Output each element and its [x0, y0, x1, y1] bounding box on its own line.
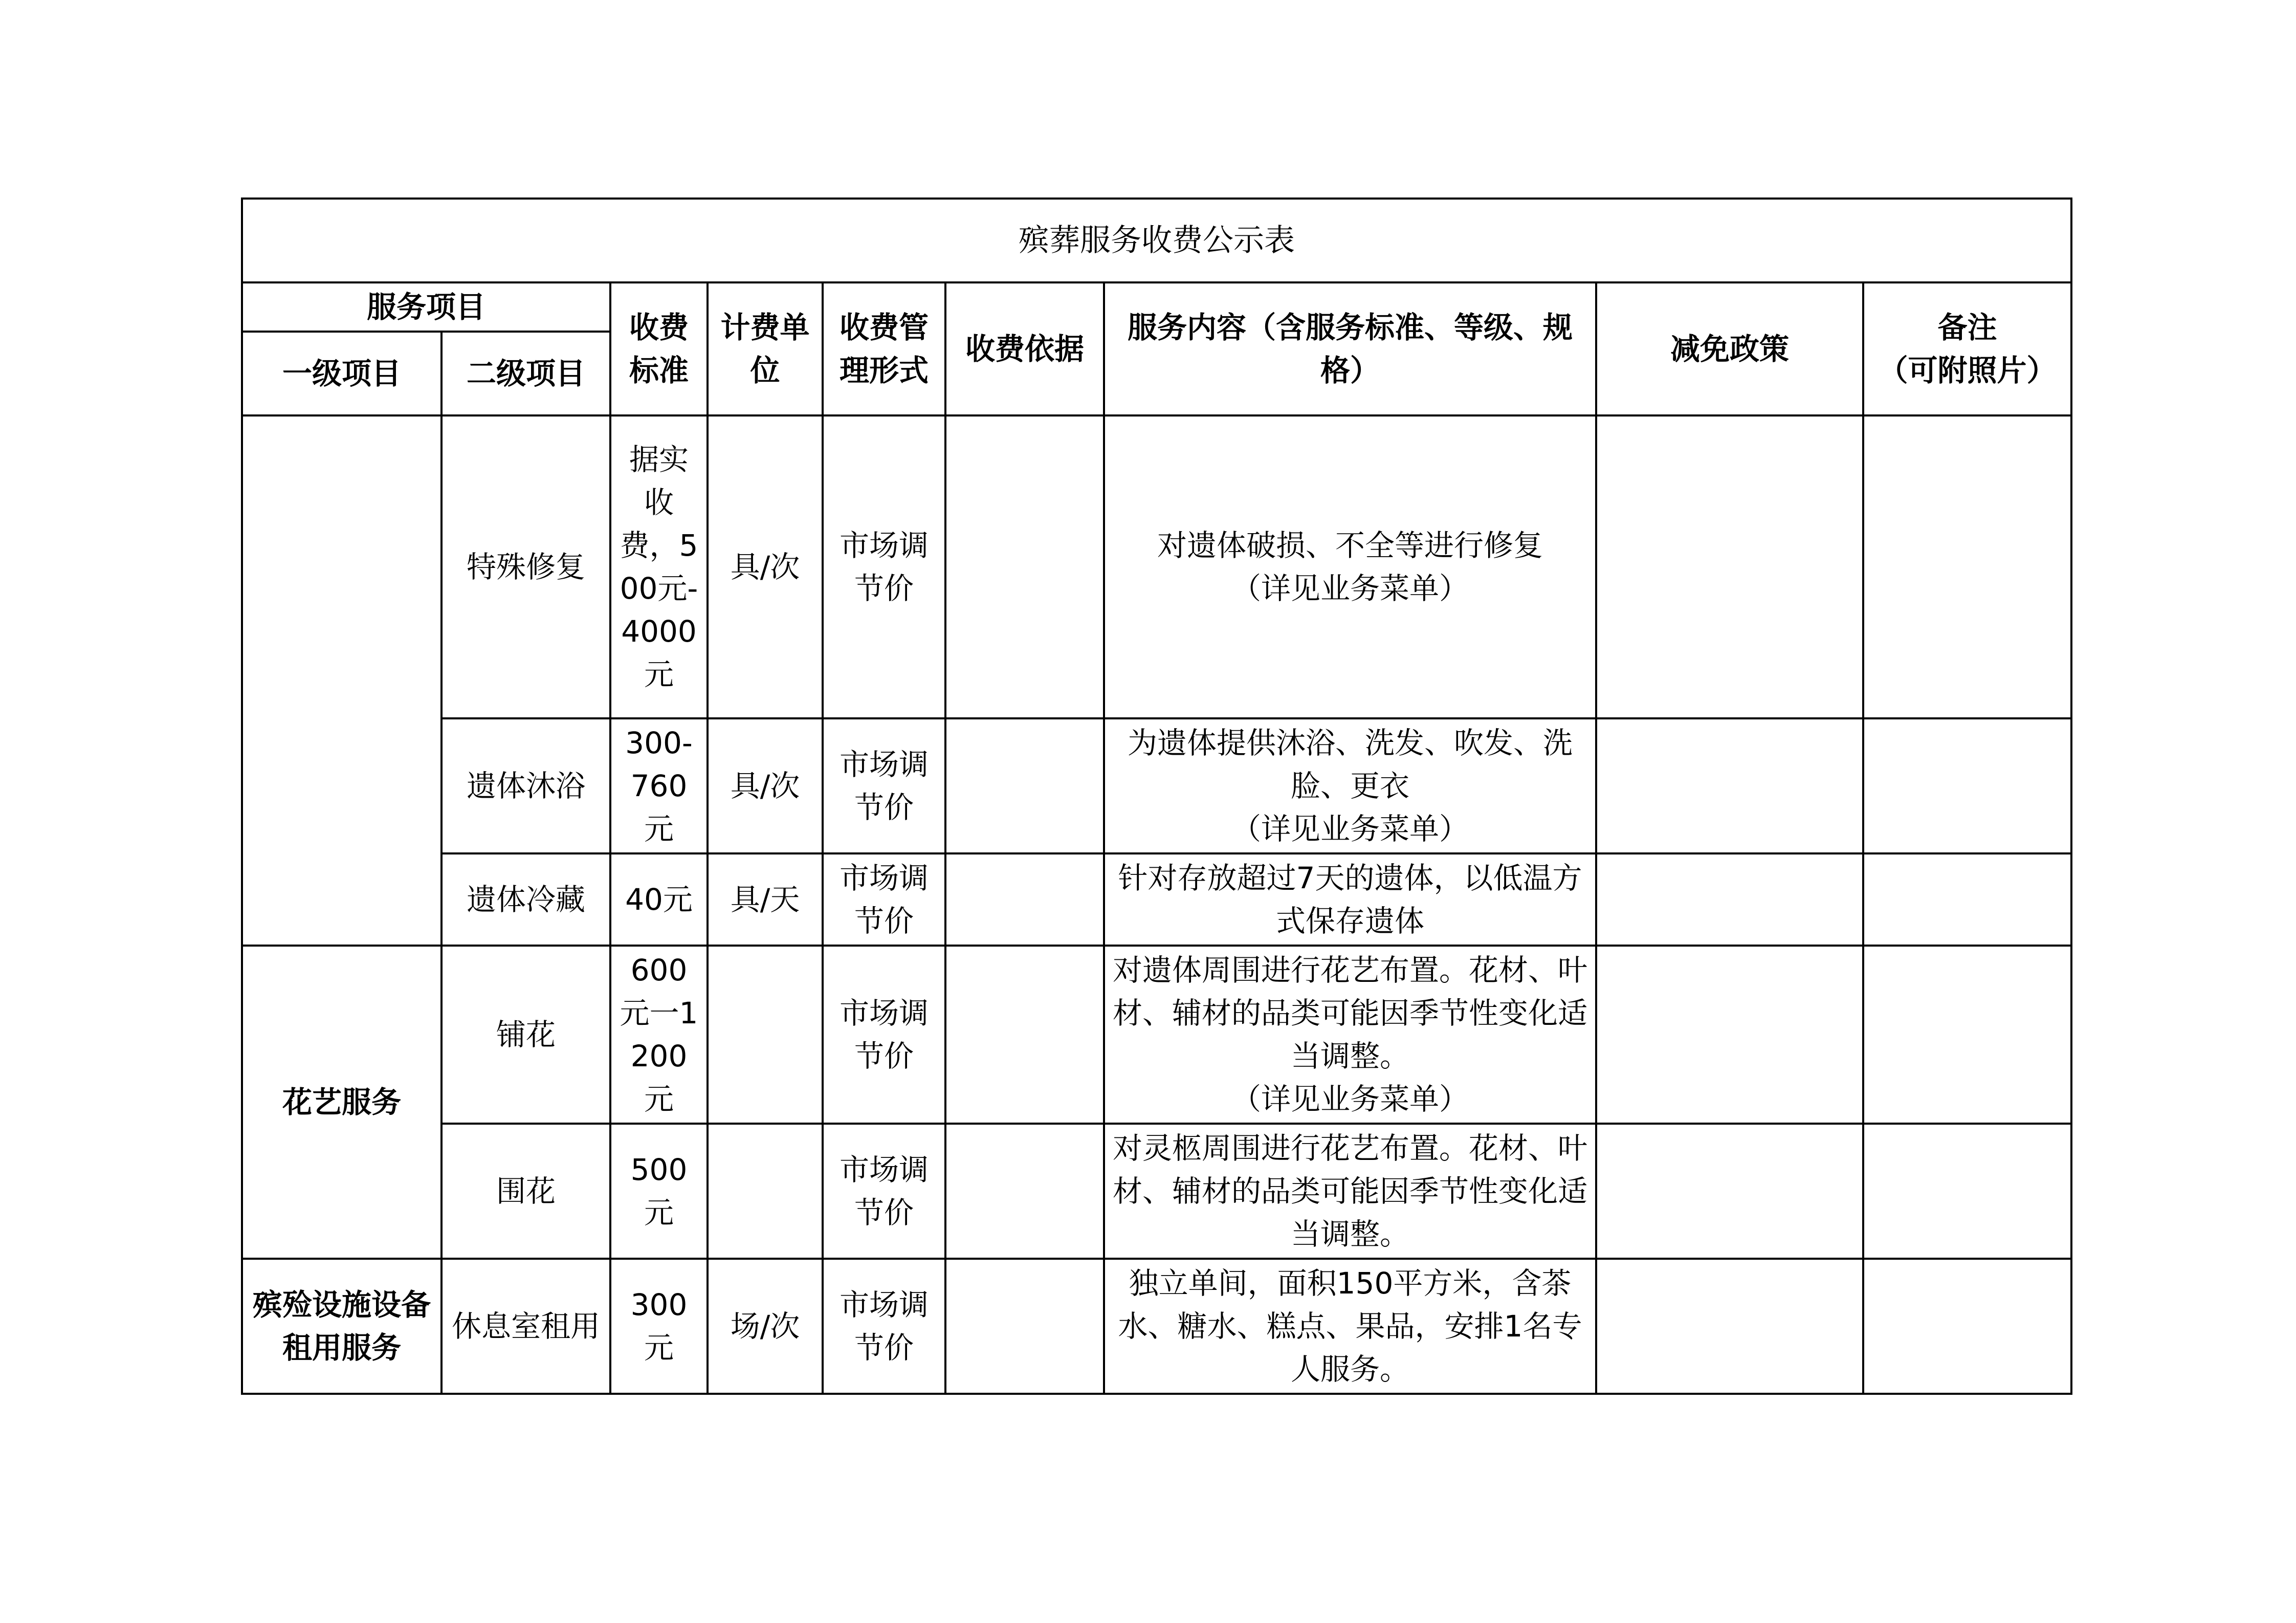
unit-cell: 场/次: [708, 1259, 823, 1394]
fee-cell: 据实收费，500元-4000元: [610, 415, 708, 718]
fee-cell: 500元: [610, 1124, 708, 1259]
content-cell: 独立单间，面积150平方米，含茶水、糖水、糕点、果品，安排1名专人服务。: [1104, 1259, 1596, 1394]
table-row: [242, 415, 2071, 718]
level2-cell: 休息室租用: [441, 1259, 610, 1394]
basis-cell: [945, 946, 1104, 1124]
fee-cell: 600元一1200元: [610, 946, 708, 1124]
content-cell: 对灵柩周围进行花艺布置。花材、叶材、辅材的品类可能因季节性变化适当调整。: [1104, 1124, 1596, 1259]
basis-cell: [945, 415, 1104, 718]
content-cell: 对遗体周围进行花艺布置。花材、叶材、辅材的品类可能因季节性变化适当调整。 （详见业务菜单）: [1104, 946, 1596, 1124]
header-remark: 备注 （可附照片）: [1863, 282, 2071, 415]
header-fee-standard: 收费标准: [610, 282, 708, 415]
basis-cell: [945, 853, 1104, 946]
unit-cell: 具/天: [708, 853, 823, 946]
unit-cell: [708, 1124, 823, 1259]
table-row: [242, 1124, 2071, 1259]
table-row: [242, 1259, 2071, 1394]
remark-cell: [1863, 1124, 2071, 1259]
remark-cell: [1863, 1259, 2071, 1394]
content-cell: 为遗体提供沐浴、洗发、吹发、洗脸、更衣 （详见业务菜单）: [1104, 718, 1596, 853]
level2-cell: 铺花: [441, 946, 610, 1124]
fee-cell: 300元: [610, 1259, 708, 1394]
basis-cell: [945, 718, 1104, 853]
level1-cell: 殡殓设施设备租用服务: [242, 1259, 441, 1394]
level2-cell: 遗体冷藏: [441, 853, 610, 946]
management-cell: 市场调节价: [823, 718, 945, 853]
header-content: 服务内容（含服务标准、等级、规格）: [1104, 282, 1596, 415]
table-title: 殡葬服务收费公示表: [242, 199, 2071, 282]
reduction-cell: [1596, 718, 1863, 853]
unit-cell: 具/次: [708, 415, 823, 718]
remark-cell: [1863, 946, 2071, 1124]
management-cell: 市场调节价: [823, 853, 945, 946]
level2-cell: 遗体沐浴: [441, 718, 610, 853]
reduction-cell: [1596, 1124, 1863, 1259]
unit-cell: 具/次: [708, 718, 823, 853]
level2-cell: 围花: [441, 1124, 610, 1259]
management-cell: 市场调节价: [823, 1124, 945, 1259]
reduction-cell: [1596, 853, 1863, 946]
header-reduction: 减免政策: [1596, 282, 1863, 415]
level1-cell: 花艺服务: [242, 946, 441, 1259]
level2-cell: 特殊修复: [441, 415, 610, 718]
management-cell: 市场调节价: [823, 946, 945, 1124]
remark-cell: [1863, 853, 2071, 946]
basis-cell: [945, 1259, 1104, 1394]
remark-cell: [1863, 718, 2071, 853]
fee-cell: 300-760元: [610, 718, 708, 853]
reduction-cell: [1596, 946, 1863, 1124]
table-row: [242, 718, 2071, 853]
reduction-cell: [1596, 1259, 1863, 1394]
header-basis: 收费依据: [945, 282, 1104, 415]
header-management: 收费管理形式: [823, 282, 945, 415]
basis-cell: [945, 1124, 1104, 1259]
header-service-item: 服务项目: [242, 282, 610, 332]
content-cell: 对遗体破损、不全等进行修复 （详见业务菜单）: [1104, 415, 1596, 718]
header-level2: 二级项目: [441, 332, 610, 415]
unit-cell: [708, 946, 823, 1124]
management-cell: 市场调节价: [823, 415, 945, 718]
fee-table: [241, 198, 2072, 1395]
header-level1: 一级项目: [242, 332, 441, 415]
header-unit: 计费单位: [708, 282, 823, 415]
level1-cell: [242, 415, 441, 946]
table-row: [242, 853, 2071, 946]
content-cell: 针对存放超过7天的遗体，以低温方式保存遗体: [1104, 853, 1596, 946]
remark-cell: [1863, 415, 2071, 718]
fee-cell: 40元: [610, 853, 708, 946]
management-cell: 市场调节价: [823, 1259, 945, 1394]
reduction-cell: [1596, 415, 1863, 718]
table-row: [242, 946, 2071, 1124]
